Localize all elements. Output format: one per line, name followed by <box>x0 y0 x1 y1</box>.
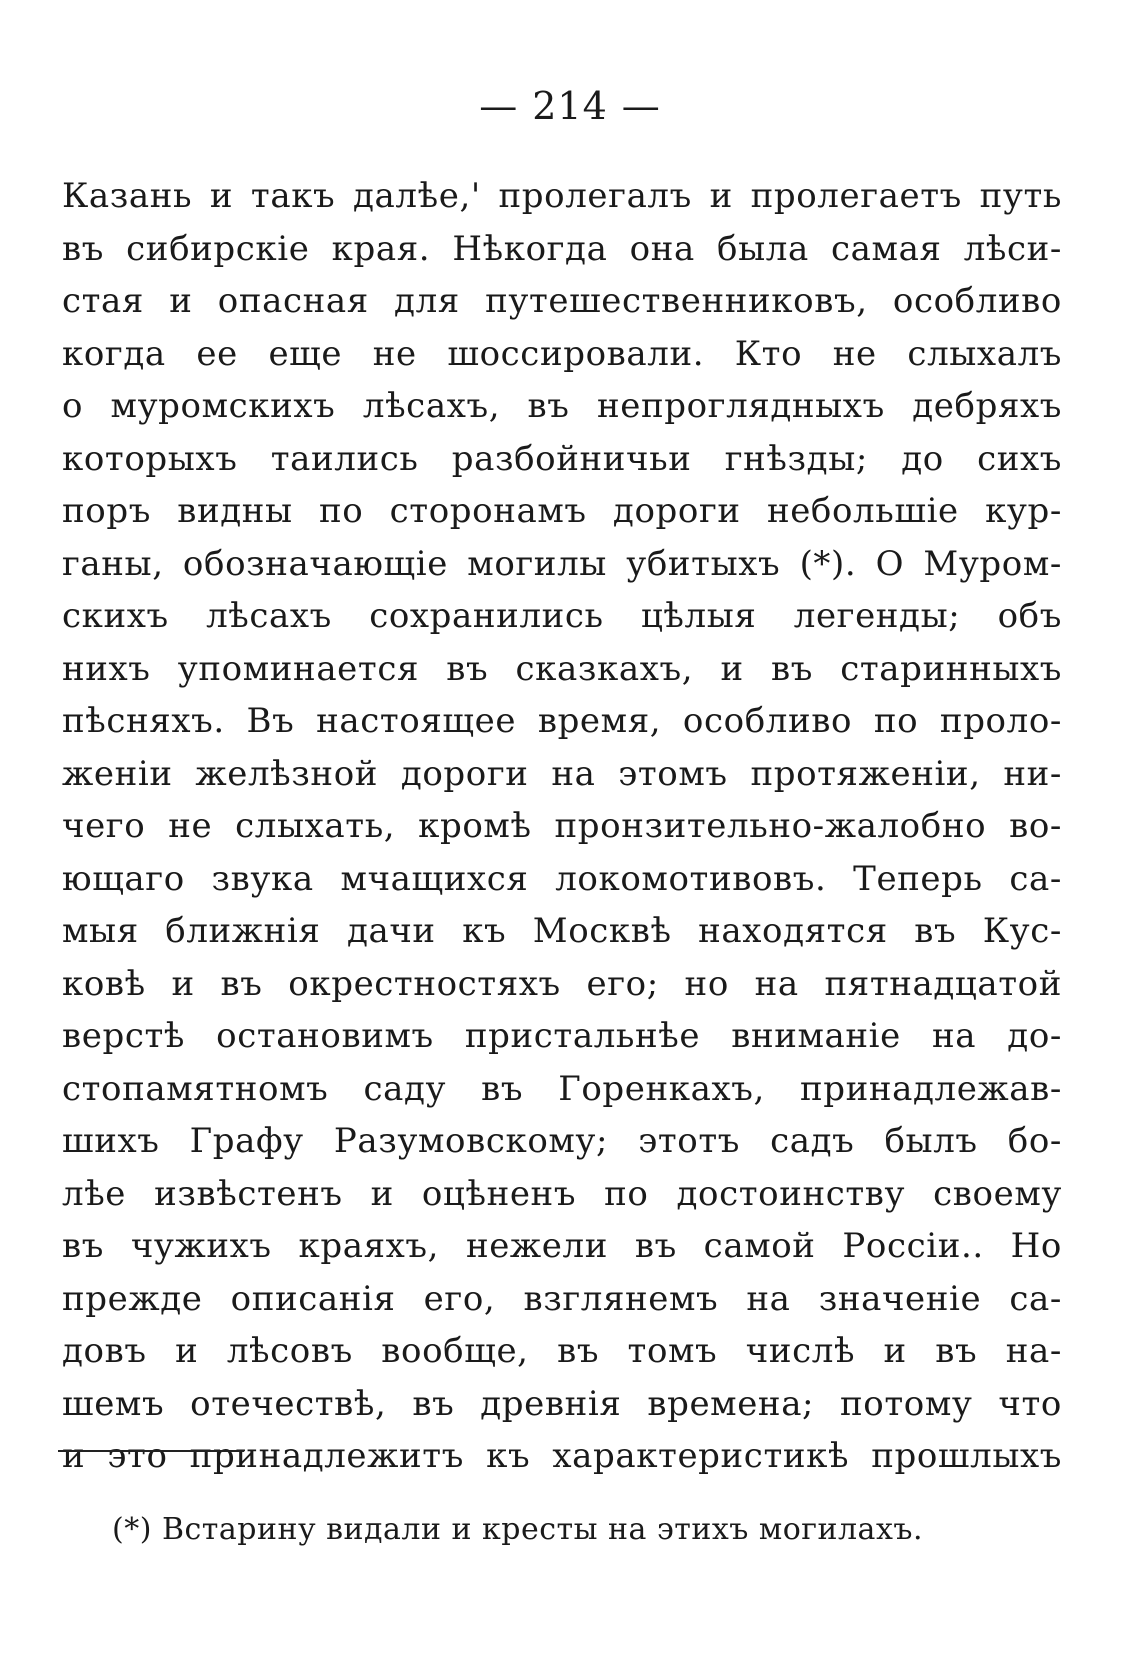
text-line: ющаго звука мчащихся локомотивовъ. Теперь са- <box>62 858 1062 899</box>
text-line: Казань и такъ далѣе,' пролегалъ и пролегаетъ путь <box>62 176 1062 216</box>
text-line: въ чужихъ краяхъ, нежели въ самой Россіи.. Но <box>62 1226 1062 1266</box>
text-line: верстѣ остановимъ пристальнѣе вниманіе на до- <box>62 1016 1062 1056</box>
text-line: лѣе извѣстенъ и оцѣненъ по достоинству своему <box>62 1173 1062 1214</box>
text-line: стая и опасная для путешественниковъ, особливо <box>62 281 1062 321</box>
text-line: чего не слыхать, кромѣ пронзительно-жалобно во- <box>62 806 1062 846</box>
text-line: которыхъ таились разбойничьи гнѣзды; до сихъ <box>62 438 1062 479</box>
right-dash: — <box>621 84 661 128</box>
text-line: довъ и лѣсовъ вообще, въ томъ числѣ и въ на- <box>62 1331 1062 1371</box>
left-dash: — <box>479 84 519 128</box>
text-line: стопамятномъ саду въ Горенкахъ, принадлежав- <box>62 1068 1062 1109</box>
text-line: прежде описанія его, взглянемъ на значеніе са- <box>62 1278 1062 1319</box>
text-line: женіи желѣзной дороги на этомъ протяженіи, ни- <box>62 753 1062 794</box>
text-line: шемъ отечествѣ, въ древнія времена; потому что <box>62 1383 1062 1424</box>
text-line: скихъ лѣсахъ сохранились цѣлыя легенды; объ <box>62 596 1062 636</box>
text-line: мыя ближнія дачи къ Москвѣ находятся въ Кус- <box>62 911 1062 951</box>
footnote: (*) Встарину видали и кресты на этихъ могилахъ. <box>112 1512 923 1547</box>
body-text <box>62 170 1062 1483</box>
page-number-header <box>0 84 1140 128</box>
text-line: ганы, обозначающіе могилы убитыхъ (*). О Муром- <box>62 543 1062 584</box>
text-line: въ сибирскіе края. Нѣкогда она была самая лѣси- <box>62 228 1062 269</box>
page-number: 214 <box>532 84 608 128</box>
text-line: когда ее еще не шоссировали. Кто не слыхалъ <box>62 333 1062 374</box>
text-line: поръ видны по сторонамъ дороги небольшіе кур- <box>62 491 1062 531</box>
text-line: и это принадлежитъ къ характеристикѣ прошлыхъ <box>62 1436 1062 1476</box>
footnote-separator <box>58 1450 244 1452</box>
text-line: ковѣ и въ окрестностяхъ его; но на пятнадцатой <box>62 963 1062 1004</box>
text-line: пѣсняхъ. Въ настоящее время, особливо по проло- <box>62 701 1062 741</box>
text-line: о муромскихъ лѣсахъ, въ непроглядныхъ дебряхъ <box>62 386 1062 426</box>
text-line: шихъ Графу Разумовскому; этотъ садъ былъ бо- <box>62 1121 1062 1161</box>
text-line: нихъ упоминается въ сказкахъ, и въ старинныхъ <box>62 648 1062 689</box>
